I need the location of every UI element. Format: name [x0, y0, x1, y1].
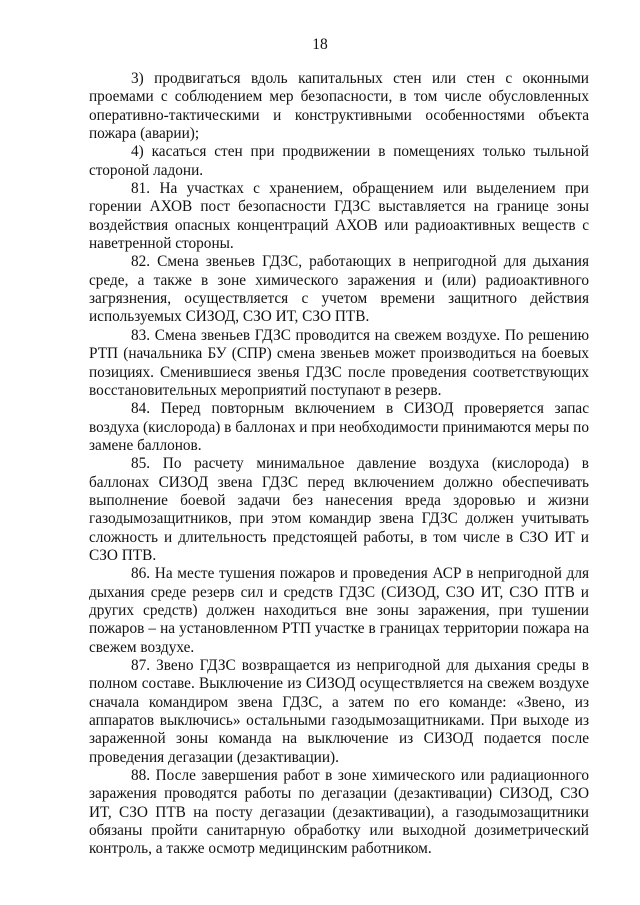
paragraph-84: 84. Перед повторным включением в СИЗОД проверяется запас воздуха (кислорода) в баллонах и при необходимости принимаются меры по замене баллонов.: [89, 400, 589, 454]
paragraph-88: 88. После завершения работ в зоне химического или радиационного заражения проводятся работы по дегазации (дезактивации) СИЗОД, СЗО ИТ, СЗО ПТВ на посту дегазации (дезактивации), а газодымозащитники обязаны пройти санитарную обработку или выходной дозиметрический контроль, а также осмотр медицинским работником.: [89, 767, 589, 858]
paragraph-83: 83. Смена звеньев ГДЗС проводится на свежем воздухе. По решению РТП (начальника БУ (СПР) смена звеньев может производиться на боевых позициях. Сменившиеся звенья ГДЗС после проведения соответствующих восстановительных мероприятий поступают в резерв.: [89, 326, 589, 399]
document-body: [89, 70, 589, 859]
paragraph-82: 82. Смена звеньев ГДЗС, работающих в непригодной для дыхания среде, а также в зоне химического заражения и (или) радиоактивного загрязнения, осуществляется с учетом времени защитного действия используемых СИЗОД, СЗО ИТ, СЗО ПТВ.: [89, 253, 589, 326]
paragraph-81: 81. На участках с хранением, обращением или выделением при горении АХОВ пост безопасности ГДЗС выставляется на границе зоны воздействия опасных концентраций АХОВ или радиоактивных веществ с наветренной стороны.: [89, 180, 589, 253]
paragraph-86: 86. На месте тушения пожаров и проведения АСР в непригодной для дыхания среде резерв сил и средств ГДЗС (СИЗОД, СЗО ИТ, СЗО ПТВ и других средств) должен находиться вне зоны заражения, при тушении пожаров – на установленном РТП участке в границах территории пожара на свежем воздухе.: [89, 565, 589, 656]
list-item-4: 4) касаться стен при продвижении в помещениях только тыльной стороной ладони.: [89, 143, 589, 179]
paragraph-85: 85. По расчету минимальное давление воздуха (кислорода) в баллонах СИЗОД звена ГДЗС перед включением должно обеспечивать выполнение боевой задачи без нанесения вреда здоровью и жизни газодымозащитников, при этом командир звена ГДЗС должен учитывать сложность и длительность предстоящей работы, в том числе в СЗО ИТ и СЗО ПТВ.: [89, 455, 589, 564]
paragraph-87: 87. Звено ГДЗС возвращается из непригодной для дыхания среды в полном составе. Выключение из СИЗОД осуществляется на свежем воздухе сначала командиром звена ГДЗС, а затем по его команде: «Звено, из аппаратов выключись» остальными газодымозащитниками. При выходе из зараженной зоны команда на выключение из СИЗОД подается после проведения дегазации (дезактивации).: [89, 657, 589, 766]
page-number: 18: [312, 36, 328, 53]
list-item-3: 3) продвигаться вдоль капитальных стен или стен с оконными проемами с соблюдением мер безопасности, в том числе обусловленных оперативно-тактическими и конструктивными особенностями объекта пожара (аварии);: [89, 70, 589, 143]
